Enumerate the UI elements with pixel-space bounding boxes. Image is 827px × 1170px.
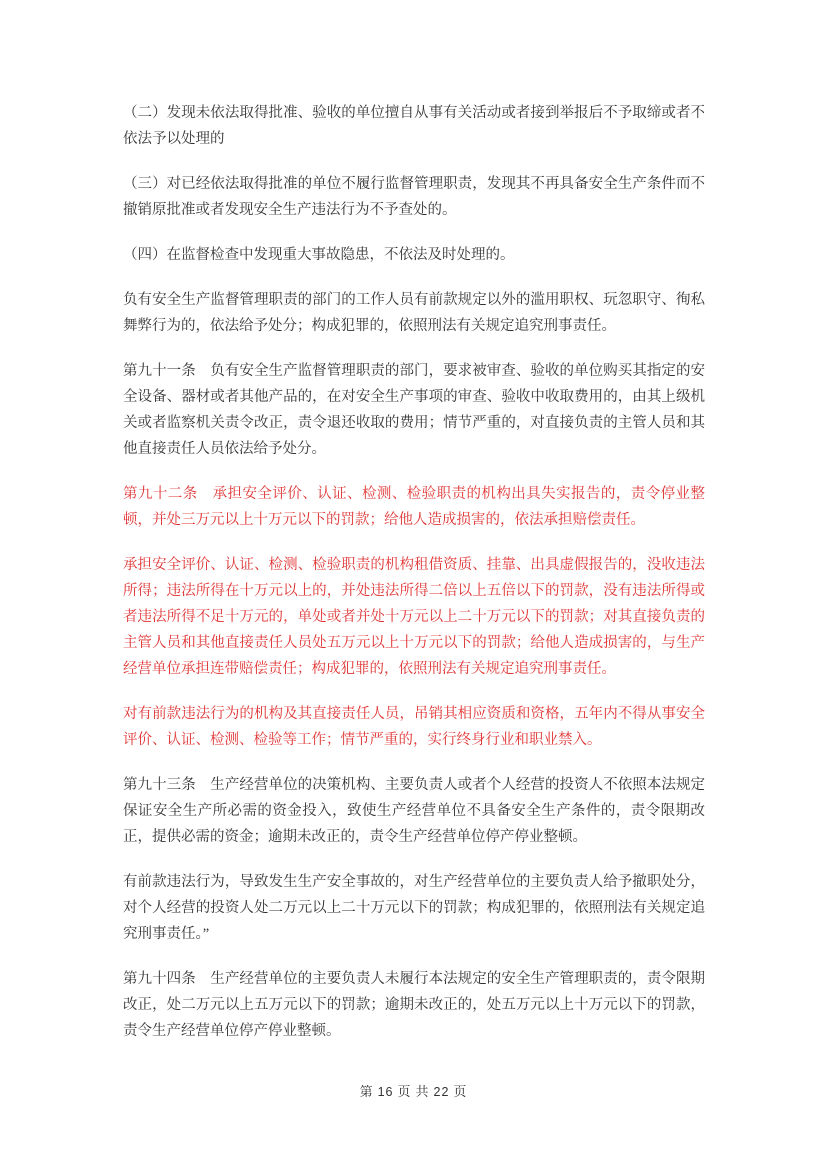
paragraph-article-92-para-2: 承担安全评价、认证、检测、检验职责的机构租借资质、挂靠、出具虚假报告的，没收违法所得；违法所得在十万元以上的，并处违法所得二倍以上五倍以下的罚款，没有违法所得或者违法所得不足十万元的，单处或者并处十万元以上二十万元以下的罚款；对其直接负责的主管人员和其他直接责任人员处五万元以上十万元以下的罚款；给他人造成损害的，与生产经营单位承担连带赔偿责任；构成犯罪的，依照刑法有关规定追究刑事责任。 bbox=[123, 557, 705, 677]
paragraph-article-91: 第九十一条 负有安全生产监督管理职责的部门，要求被审查、验收的单位购买其指定的安全设备、器材或者其他产品的，在对安全生产事项的审查、验收中收取费用的，由其上级机关或者监察机关责令改正，责令退还收取的费用；情节严重的，对直接负责的主管人员和其他直接责任人员依法给予处分。 bbox=[123, 363, 705, 457]
paragraph-clause-3: （三）对已经依法取得批准的单位不履行监督管理职责，发现其不再具备安全生产条件而不撤销原批准或者发现安全生产违法行为不予查处的。 bbox=[123, 176, 705, 218]
paragraph-article-92: 第九十二条 承担安全评价、认证、检测、检验职责的机构出具失实报告的，责令停业整顿，并处三万元以上十万元以下的罚款；给他人造成损害的，依法承担赔偿责任。 bbox=[123, 486, 705, 528]
footer-total-pages: 22 bbox=[433, 1085, 450, 1099]
paragraph-clause-4: （四）在监督检查中发现重大事故隐患，不依法及时处理的。 bbox=[123, 247, 515, 263]
paragraph-clause-2: （二）发现未依法取得批准、验收的单位擅自从事有关活动或者接到举报后不予取缔或者不依法予以处理的 bbox=[123, 105, 705, 147]
paragraph-article-93: 第九十三条 生产经营单位的决策机构、主要负责人或者个人经营的投资人不依照本法规定保证安全生产所必需的资金投入，致使生产经营单位不具备安全生产条件的，责令限期改正，提供必需的资金；逾期未改正的，责令生产经营单位停产停业整顿。 bbox=[123, 777, 705, 845]
document-body bbox=[123, 100, 705, 1063]
footer-prefix: 第 bbox=[359, 1084, 374, 1099]
paragraph-penalty-provision: 负有安全生产监督管理职责的部门的工作人员有前款规定以外的滥用职权、玩忽职守、徇私舞弊行为的，依法给予处分；构成犯罪的，依照刑法有关规定追究刑事责任。 bbox=[123, 292, 705, 334]
paragraph-article-92-para-3: 对有前款违法行为的机构及其直接责任人员，吊销其相应资质和资格，五年内不得从事安全评价、认证、检测、检验等工作；情节严重的，实行终身行业和职业禁入。 bbox=[123, 706, 705, 748]
footer-current-page: 16 bbox=[377, 1085, 394, 1099]
footer-infix-1: 页 bbox=[397, 1084, 412, 1099]
paragraph-article-94: 第九十四条 生产经营单位的主要负责人未履行本法规定的安全生产管理职责的，责令限期改正，处二万元以上五万元以下的罚款；逾期未改正的，处五万元以上十万元以下的罚款，责令生产经营单位停产停业整顿。 bbox=[123, 971, 705, 1039]
paragraph-article-93-para-2: 有前款违法行为，导致发生生产安全事故的，对生产经营单位的主要负责人给予撤职处分，对个人经营的投资人处二万元以上二十万元以下的罚款；构成犯罪的，依照刑法有关规定追究刑事责任。” bbox=[123, 874, 705, 942]
footer-suffix: 页 bbox=[453, 1084, 468, 1099]
page-footer bbox=[0, 1081, 827, 1100]
footer-infix-2: 共 bbox=[415, 1084, 430, 1099]
